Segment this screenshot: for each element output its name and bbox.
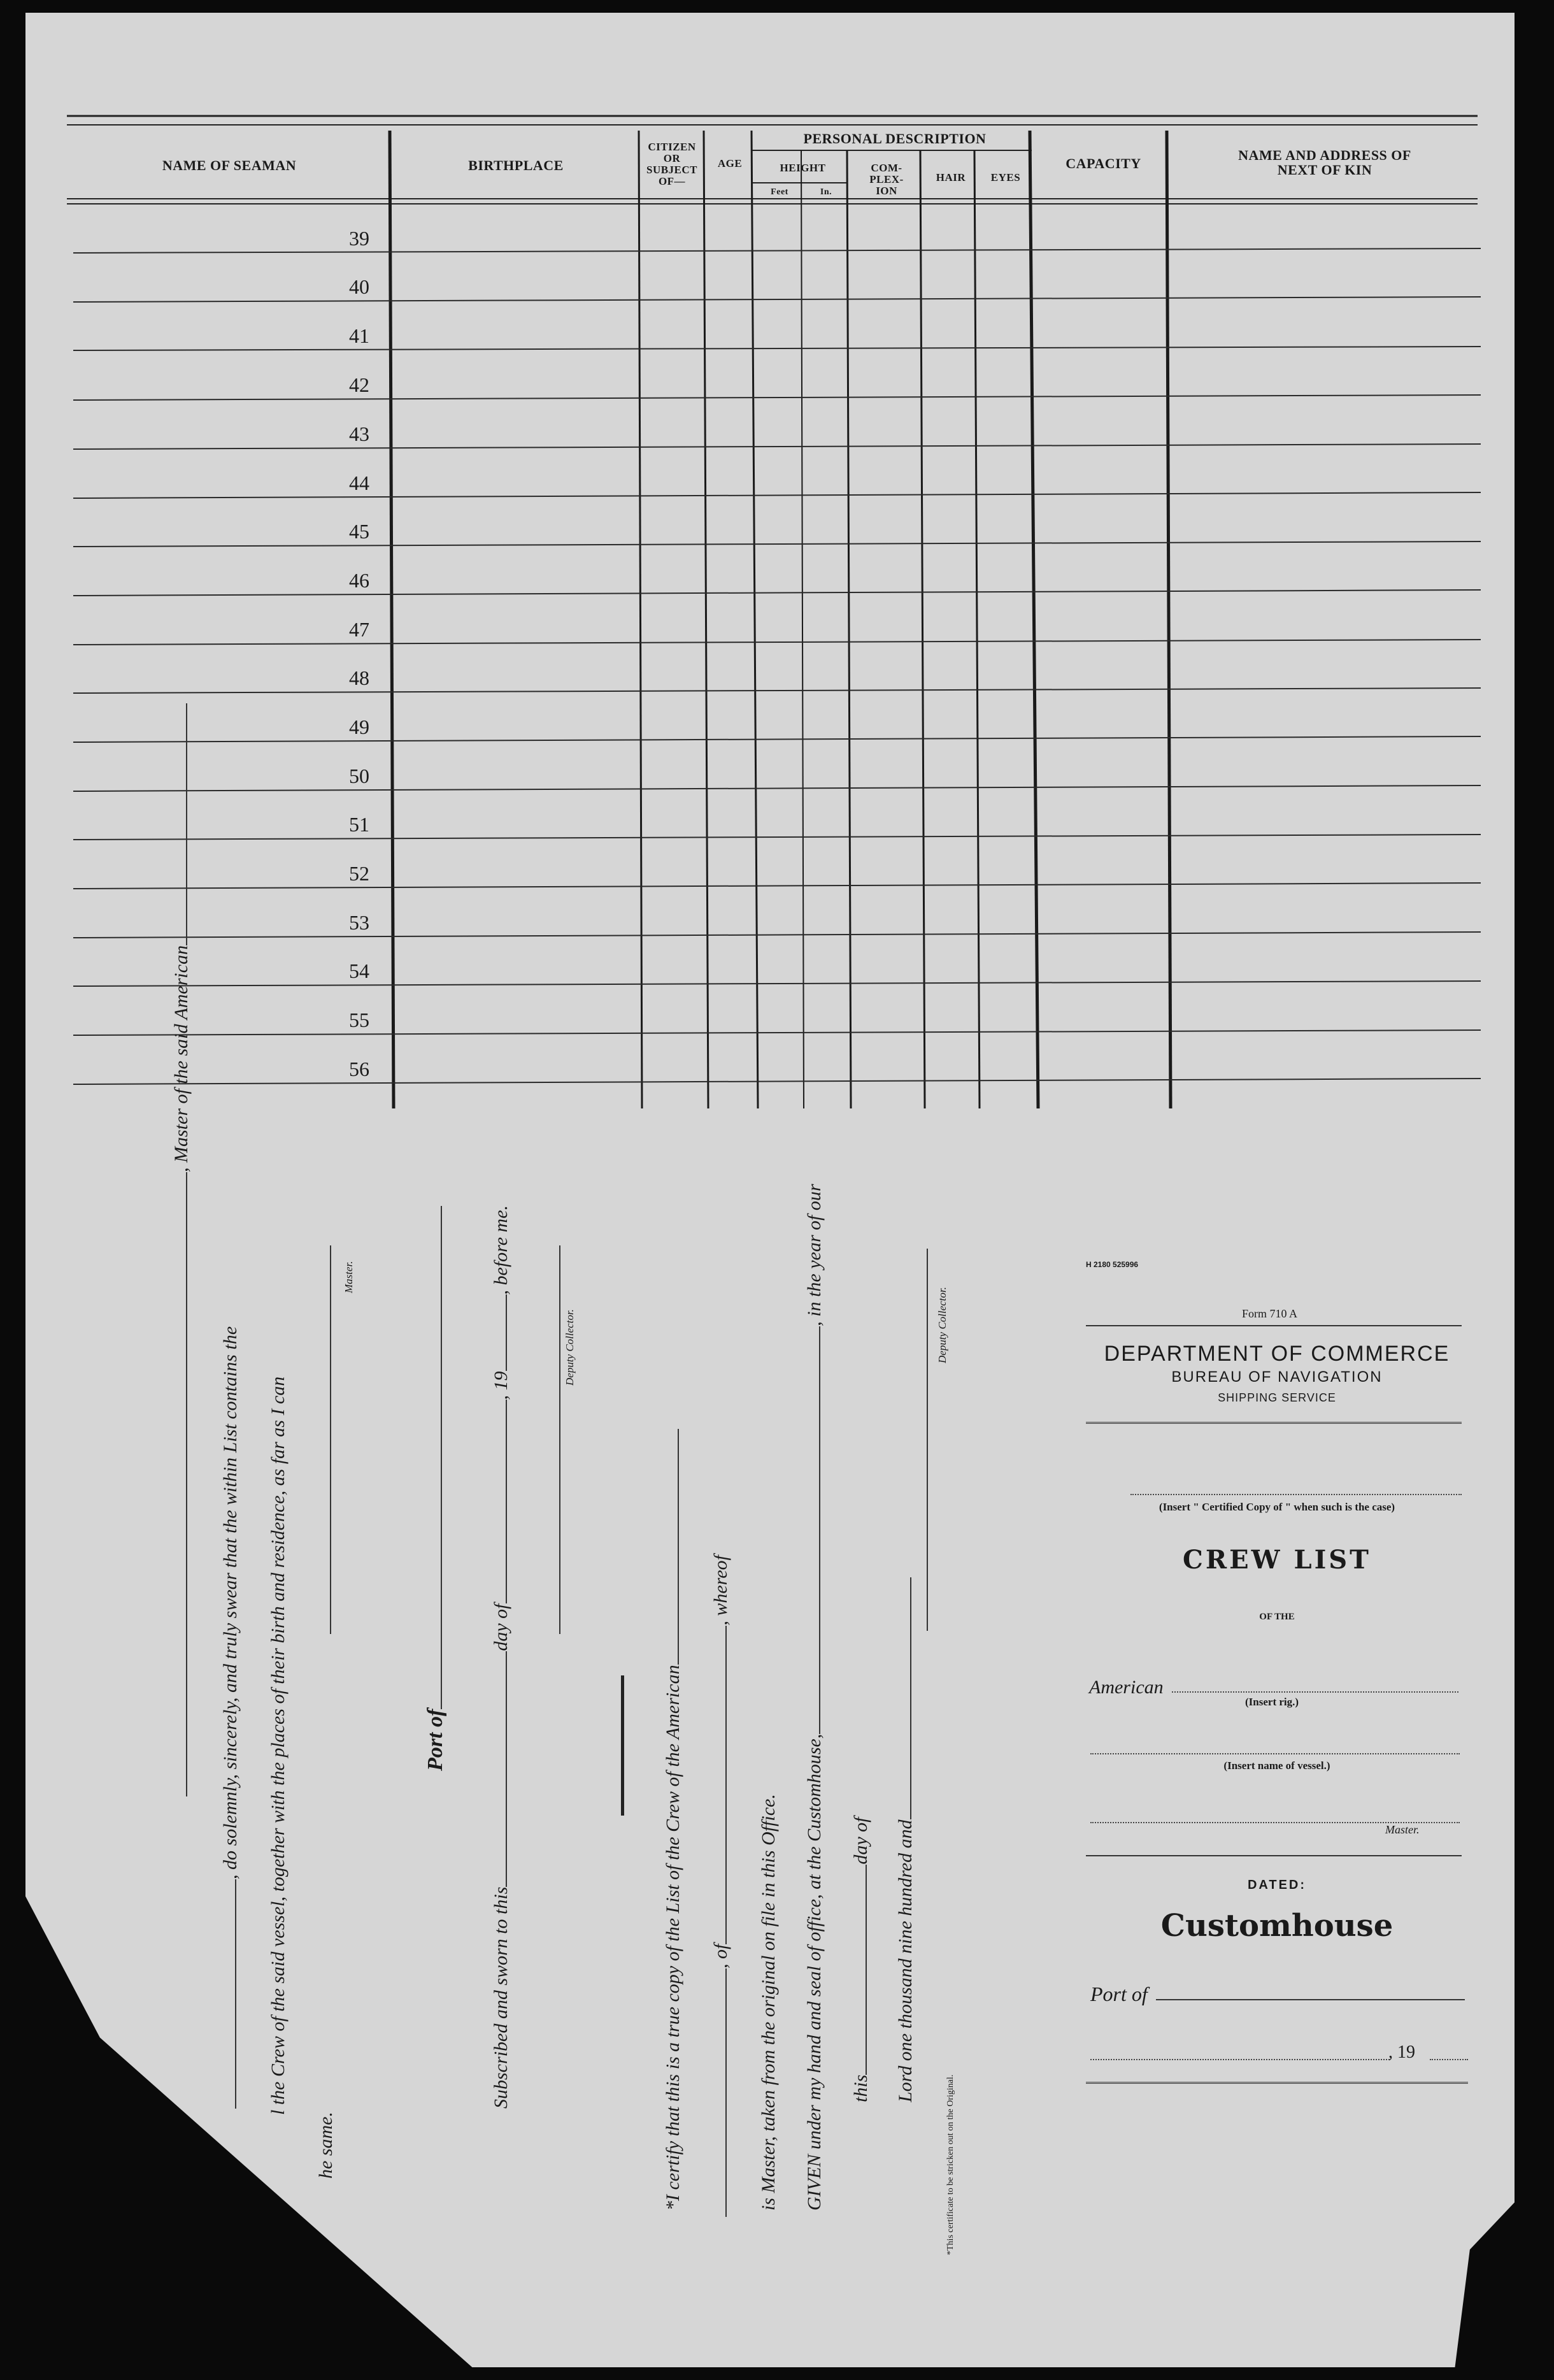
american-label: American xyxy=(1089,1677,1164,1698)
certificate-deputy-collector: Deputy Collector. xyxy=(936,1287,948,1363)
certificate-line-1: *I certify that this is a true copy of the List of the Crew of the American xyxy=(662,1429,684,2211)
oath-deputy-signature-line xyxy=(559,1245,560,1634)
rig-line xyxy=(1172,1691,1458,1693)
oath-subscribed-line: Subscribed and sworn to thisday of, 19, before me. xyxy=(490,1205,511,2109)
row-number: 45 xyxy=(349,520,369,543)
header-eyes: EYES xyxy=(990,171,1021,183)
row-number: 52 xyxy=(349,862,369,885)
print-code: H 2180 525996 xyxy=(1086,1260,1139,1269)
master-label: Master. xyxy=(1385,1823,1420,1836)
header-hair: HAIR xyxy=(936,171,966,183)
form-number: Form 710 A xyxy=(1242,1307,1298,1320)
dated-label: DATED: xyxy=(1247,1878,1307,1892)
oath-line-4: he same. xyxy=(315,2112,336,2179)
date-line xyxy=(1090,2059,1390,2060)
certificate-this-day: thisday of xyxy=(850,1817,871,2102)
port-of-line xyxy=(1156,1999,1465,2000)
row-number: 42 xyxy=(349,373,369,396)
cover-rule-3 xyxy=(1086,1855,1462,1856)
header-name-of-seaman: NAME OF SEAMAN xyxy=(162,157,297,173)
row-number: 48 xyxy=(349,666,369,689)
port-of-label: Port of xyxy=(1090,1982,1148,2005)
header-birthplace: BIRTHPLACE xyxy=(468,157,564,173)
oath-line-3: l the Crew of the said vessel, together with the places of their birth and residence, as far as I can xyxy=(267,1376,289,2115)
bureau-title: BUREAU OF NAVIGATION xyxy=(1171,1368,1383,1386)
header-inches: In. xyxy=(820,187,832,197)
oath-master-label: Master. xyxy=(343,1261,355,1293)
header-feet: Feet xyxy=(771,187,788,197)
row-number: 41 xyxy=(349,324,369,347)
vessel-line xyxy=(1090,1753,1460,1754)
header-personal-description: PERSONAL DESCRIPTION xyxy=(803,131,987,147)
certificate-of-whereof: , of, whereof xyxy=(710,1555,732,2217)
cover-rule-top xyxy=(1086,1325,1462,1326)
oath-line-1: , Master of the said American xyxy=(171,703,192,1796)
row-number: 40 xyxy=(349,275,369,298)
row-number: 50 xyxy=(349,764,369,787)
oath-line-2: , do solemnly, sincerely, and truly swear that the within List contains the xyxy=(220,1326,241,2109)
row-number: 53 xyxy=(349,911,369,934)
cover-rule-2 xyxy=(1086,1422,1462,1424)
row-number: 54 xyxy=(349,959,369,982)
certified-copy-line xyxy=(1130,1494,1462,1495)
header-height: HEIGHT xyxy=(780,162,826,174)
service-title: SHIPPING SERVICE xyxy=(1218,1391,1336,1404)
header-complexion: COM- PLEX- ION xyxy=(869,162,904,197)
row-number: 44 xyxy=(349,471,369,494)
year-label: , 19 xyxy=(1388,2042,1415,2062)
cover-rule-bottom xyxy=(1086,2082,1468,2084)
certificate-footnote: *This certificate to be stricken out on the Original. xyxy=(946,2074,955,2255)
certificate-lord: Lord one thousand nine hundred and xyxy=(895,1577,916,2102)
row-number: 47 xyxy=(349,618,369,641)
customhouse-label: Customhouse xyxy=(1160,1908,1394,1944)
section-divider xyxy=(621,1675,624,1816)
certificate-line-3: GIVEN under my hand and seal of office, at the Customhouse,, in the year of our xyxy=(804,1184,825,2211)
row-number: 56 xyxy=(349,1057,369,1080)
insert-rig-note: (Insert rig.) xyxy=(1245,1696,1299,1708)
header-next-of-kin: NAME AND ADDRESS OF NEXT OF KIN xyxy=(1238,147,1411,178)
row-number: 39 xyxy=(349,227,369,250)
certificate-line-2: is Master, taken from the original on file in this Office. xyxy=(758,1794,779,2211)
row-number: 55 xyxy=(349,1008,369,1031)
department-title: DEPARTMENT OF COMMERCE xyxy=(1104,1342,1450,1366)
row-number: 43 xyxy=(349,422,369,445)
oath-deputy-collector: Deputy Collector. xyxy=(564,1309,576,1386)
header-capacity: CAPACITY xyxy=(1066,155,1141,171)
year-line xyxy=(1430,2059,1468,2060)
row-number: 49 xyxy=(349,715,369,738)
of-the-label: OF THE xyxy=(1259,1612,1295,1622)
header-age: AGE xyxy=(717,157,743,169)
crew-list-title: CREW LIST xyxy=(1183,1545,1371,1575)
oath-master-signature-line xyxy=(330,1245,332,1634)
header-citizen: CITIZEN OR SUBJECT OF— xyxy=(646,141,698,187)
oath-port-of: Port of xyxy=(424,1206,448,1771)
row-number: 51 xyxy=(349,813,369,836)
insert-vessel-note: (Insert name of vessel.) xyxy=(1223,1760,1330,1772)
row-number: 46 xyxy=(349,569,369,592)
certificate-deputy-signature-line xyxy=(927,1249,928,1631)
insert-certified-note: (Insert " Certified Copy of " when such is the case) xyxy=(1158,1501,1395,1513)
